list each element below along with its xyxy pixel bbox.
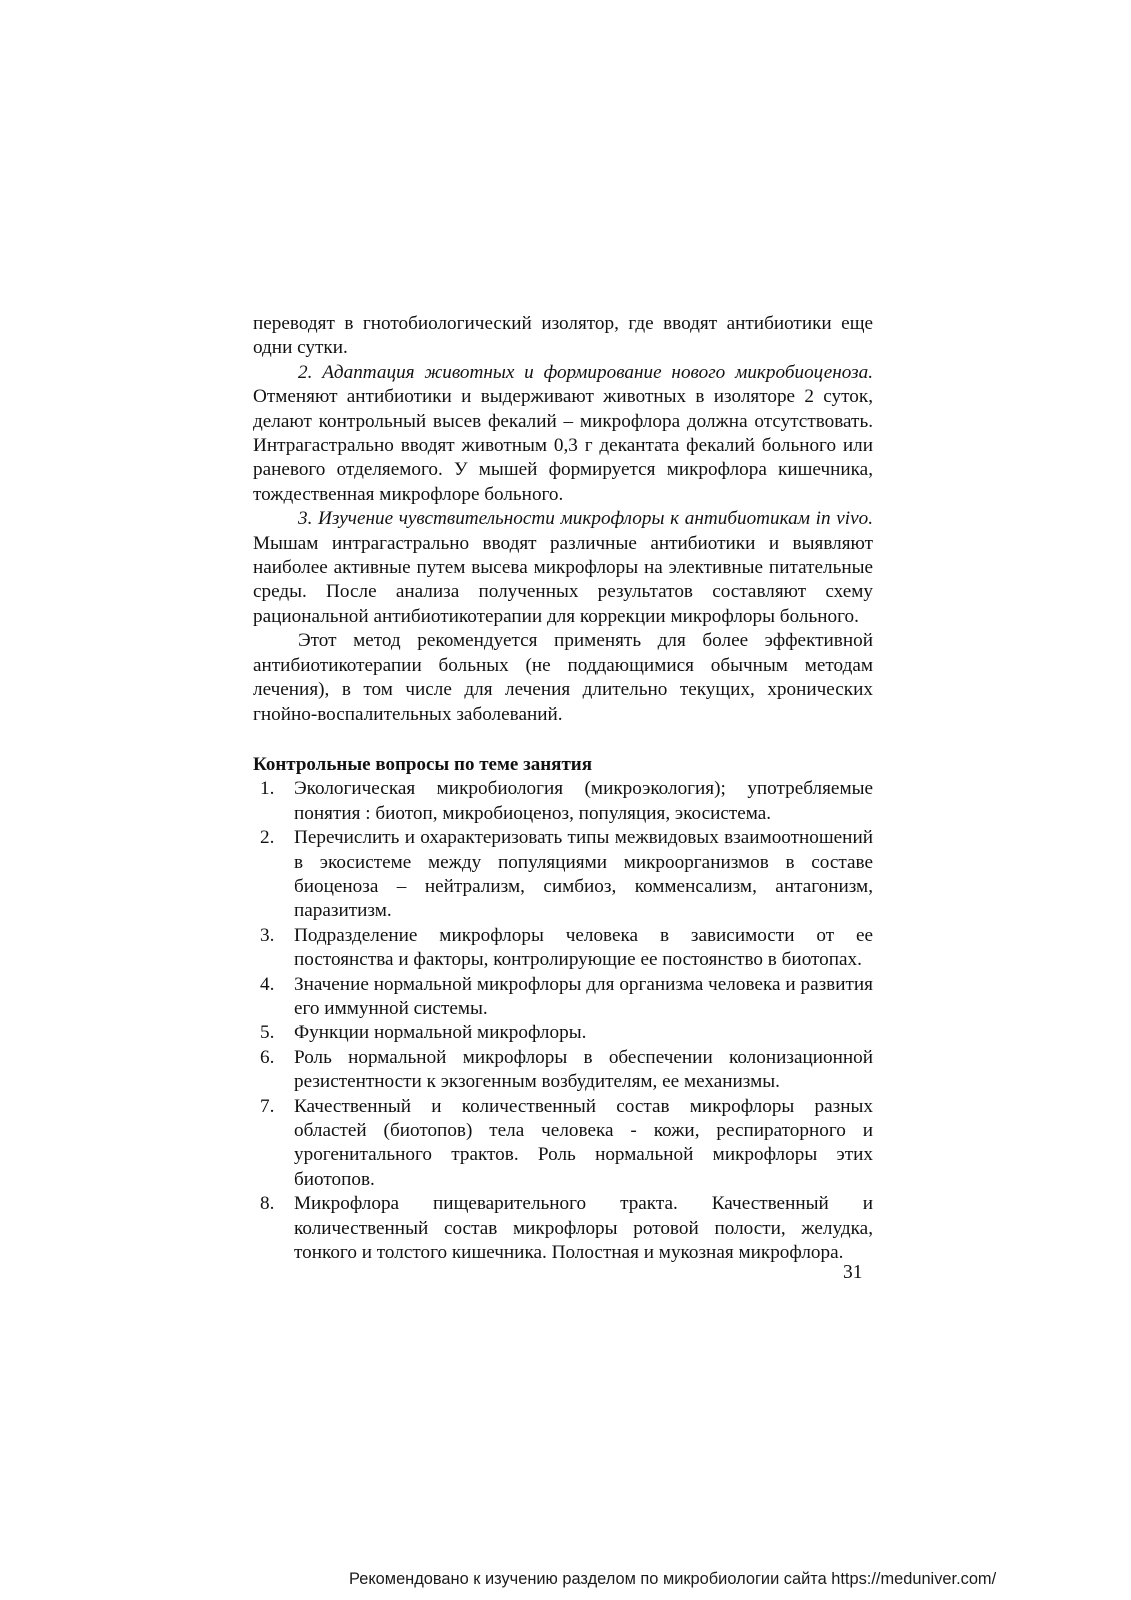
- list-item-number: 1.: [260, 778, 275, 800]
- paragraph-adaptation-body: Отменяют антибиотики и выдерживают животных в изоляторе 2 суток, делают контрольный высев фекалий – микрофлора должна отсутствовать. Интрагастрально вводят животным 0,3 г декантата фекалий больного или раневого отделяемого. У мышей формируется микрофлора кишечника, тождественная микрофлоре больного.: [253, 386, 873, 505]
- list-item-text: Перечислить и охарактеризовать типы межвидовых взаимоотношений в экосистеме между популяциями микроорганизмов в составе биоценоза – нейтрализм, симбиоз, комменсализм, антагонизм, паразитизм.: [294, 827, 873, 922]
- paragraph-continuation: переводят в гнотобиологический изолятор, где вводят антибиотики еще одни сутки.: [253, 313, 873, 359]
- list-item-number: 8.: [260, 1193, 275, 1215]
- list-item: [253, 973, 873, 1022]
- paragraph-sensitivity-body: Мышам интрагастрально вводят различные антибиотики и выявляют наиболее активные путем высева микрофлоры на элективные питательные среды. После анализа полученных результатов составляют схему рациональной антибиотикотерапии для коррекции микрофлоры больного.: [253, 532, 873, 627]
- list-item-text: Экологическая микробиология (микроэкология); употребляемые понятия : биотоп, микробиоценоз, популяция, экосистема.: [294, 778, 873, 824]
- page-number: 31: [843, 1262, 863, 1283]
- list-item-text: Функции нормальной микрофлоры.: [294, 1022, 587, 1044]
- list-item-number: 6.: [260, 1046, 275, 1068]
- list-item-text: Роль нормальной микрофлоры в обеспечении колонизационной резистентности к экзогенным возбудителям, ее механизмы.: [294, 1046, 873, 1093]
- section-gap: [253, 727, 873, 753]
- list-item: [253, 1095, 873, 1193]
- list-item: [253, 777, 873, 826]
- paragraph-adaptation: [253, 361, 873, 507]
- list-item: [253, 1192, 873, 1265]
- paragraph-sensitivity: [253, 507, 873, 629]
- list-item: [253, 1021, 873, 1045]
- paragraph-adaptation-title: 2. Адаптация животных и формирование нового микробиоценоза.: [298, 361, 873, 383]
- list-item-number: 2.: [260, 827, 275, 849]
- list-item-text: Качественный и количественный состав микрофлоры разных областей (биотопов) тела человека - кожи, респираторного и урогенитального трактов. Роль нормальной микрофлоры этих биотопов.: [294, 1095, 873, 1190]
- list-item-number: 7.: [260, 1095, 275, 1117]
- paragraph-method-recommendation: Этот метод рекомендуется применять для более эффективной антибиотикотерапии больных (не поддающимися обычным методам лечения), в том числе для лечения длительно текущих, хронических гнойно-воспалительных заболеваний.: [253, 630, 873, 725]
- questions-list: [253, 777, 873, 1265]
- footer-recommendation: Рекомендовано к изучению разделом по микробиологии сайта https://meduniver.com/: [349, 1570, 997, 1588]
- list-item-text: Микрофлора пищеварительного тракта. Качественный и количественный состав микрофлоры ротовой полости, желудка, тонкого и толстого кишечника. Полостная и мукозная микрофлора.: [294, 1193, 873, 1264]
- list-item-text: Подразделение микрофлоры человека в зависимости от ее постоянства и факторы, контролирующие ее постоянство в биотопах.: [294, 924, 873, 971]
- list-item-number: 5.: [260, 1022, 275, 1044]
- list-item-number: 3.: [260, 924, 275, 946]
- questions-heading: Контрольные вопросы по теме занятия: [253, 753, 593, 775]
- list-item: [253, 924, 873, 973]
- page-body: [253, 312, 873, 1265]
- list-item: [253, 1046, 873, 1095]
- list-item-number: 4.: [260, 973, 275, 995]
- list-item-text: Значение нормальной микрофлоры для организма человека и развития его иммунной системы.: [294, 973, 873, 1019]
- paragraph-sensitivity-title: 3. Изучение чувствительности микрофлоры к антибиотикам in vivo.: [298, 508, 873, 530]
- list-item: [253, 826, 873, 924]
